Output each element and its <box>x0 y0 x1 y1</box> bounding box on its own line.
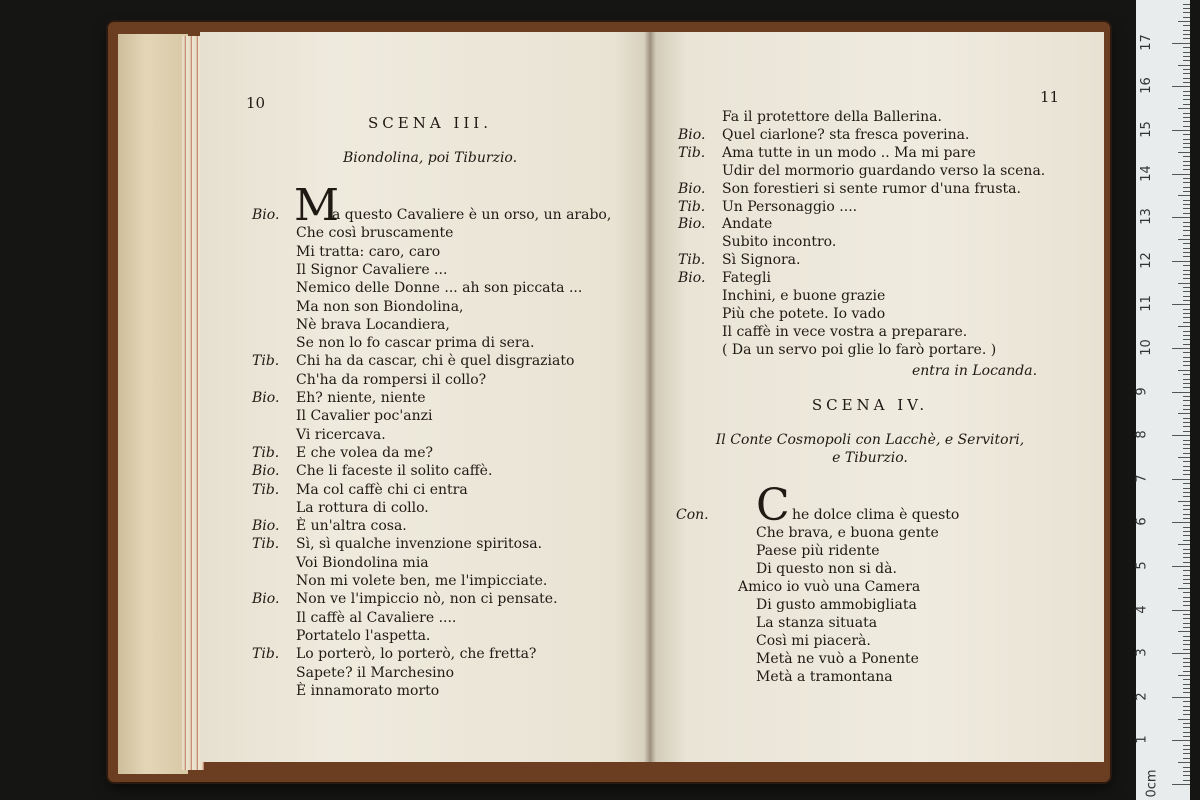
ruler-tick <box>1183 99 1190 100</box>
verse-line: Metà ne vuò a Ponente <box>756 651 919 667</box>
ruler-tick <box>1183 644 1190 645</box>
ruler-tick <box>1183 492 1190 493</box>
ruler-tick <box>1178 370 1190 371</box>
ruler-tick <box>1183 365 1190 366</box>
verse-line: Subito incontro. <box>722 234 837 251</box>
ruler-tick <box>1183 322 1190 323</box>
verse-line: Udir del mormorio guardando verso la scena. <box>722 162 1046 179</box>
verse-line: Sì, sì qualche invenzione spiritosa. <box>296 536 543 553</box>
ruler-tick <box>1183 488 1190 489</box>
speaker-label: Bio. <box>678 216 706 233</box>
ruler-tick <box>1172 217 1190 218</box>
verse-line: Portatelo l'aspetta. <box>296 627 431 644</box>
verse-line: Ama tutte in un modo .. Ma mi pare <box>722 144 976 161</box>
ruler-tick <box>1183 161 1190 162</box>
ruler-label: 10 <box>1138 339 1154 356</box>
ruler-tick <box>1183 300 1190 301</box>
speaker-label: Bio. <box>252 390 280 406</box>
ruler-tick <box>1183 466 1190 467</box>
ruler-tick <box>1183 287 1190 288</box>
verse-line: Di gusto ammobigliata <box>756 597 917 613</box>
ruler-tick <box>1183 422 1190 423</box>
ruler-tick <box>1183 117 1190 118</box>
ruler-tick <box>1183 474 1190 475</box>
ruler-tick <box>1183 505 1190 506</box>
ruler-tick <box>1183 200 1190 201</box>
ruler-tick <box>1183 243 1190 244</box>
verse-line: Lo porterò, lo porterò, che fretta? <box>296 646 537 663</box>
ruler-tick <box>1183 527 1190 528</box>
ruler-tick <box>1183 440 1190 441</box>
ruler-tick <box>1172 86 1190 87</box>
ruler-tick <box>1183 169 1190 170</box>
verse-line: Il Signor Cavaliere ... <box>296 261 448 278</box>
speaker-label: Bio. <box>678 126 706 143</box>
verse-line: Se non lo fo cascar prima di sera. <box>296 335 535 352</box>
ruler-tick <box>1183 331 1190 332</box>
right-speaker-con: Con. <box>676 507 709 523</box>
ruler-tick <box>1178 108 1190 109</box>
book-gutter <box>644 32 656 762</box>
ruler-tick <box>1183 745 1190 746</box>
speaker-label: Tib. <box>678 198 706 215</box>
verse-line: Quel ciarlone? sta fresca poverina. <box>722 126 970 143</box>
ruler-label: 8 <box>1134 430 1150 439</box>
ruler-tick <box>1183 38 1190 39</box>
verse-line: ( Da un servo poi glie lo farò portare. ) <box>722 341 997 358</box>
verse-line: Metà a tramontana <box>756 669 893 685</box>
ruler-tick <box>1183 448 1190 449</box>
verse-line: Il Cavalier poc'anzi <box>296 408 433 425</box>
verse-line: Più che potete. Io vado <box>722 305 886 322</box>
verse-line: Il caffè al Cavaliere .... <box>296 609 457 626</box>
ruler-tick <box>1183 623 1190 624</box>
ruler-tick <box>1183 8 1190 9</box>
verse-line: Voi Biondolina mia <box>296 554 429 571</box>
ruler-tick <box>1183 52 1190 53</box>
ruler-tick <box>1183 82 1190 83</box>
verse-line: E che volea da me? <box>296 444 433 461</box>
ruler-tick <box>1183 753 1190 754</box>
ruler-tick <box>1183 156 1190 157</box>
ruler-tick <box>1183 222 1190 223</box>
ruler-tick <box>1183 113 1190 114</box>
ruler-tick <box>1178 283 1190 284</box>
ruler-tick <box>1172 435 1190 436</box>
verse-line: Ma col caffè chi ci entra <box>296 481 468 498</box>
verse-line: Un Personaggio .... <box>722 198 858 215</box>
ruler-tick <box>1172 304 1190 305</box>
ruler-tick <box>1183 143 1190 144</box>
ruler-tick <box>1178 544 1190 545</box>
ruler-tick <box>1183 514 1190 515</box>
verse-line: È un'altra cosa. <box>296 518 407 535</box>
verse-line: È innamorato morto <box>296 682 440 699</box>
ruler-tick <box>1172 130 1190 131</box>
ruler-tick <box>1183 339 1190 340</box>
ruler-tick <box>1183 618 1190 619</box>
verse-line: Sapete? il Marchesino <box>296 664 455 681</box>
verse-line: Che brava, e buona gente <box>756 525 939 541</box>
ruler-tick <box>1183 483 1190 484</box>
ruler-tick <box>1183 309 1190 310</box>
ruler-tick <box>1183 296 1190 297</box>
ruler-tick <box>1183 723 1190 724</box>
ruler-tick <box>1183 535 1190 536</box>
ruler-tick <box>1183 549 1190 550</box>
ruler-tick <box>1183 352 1190 353</box>
ruler-tick <box>1178 152 1190 153</box>
ruler-tick <box>1183 431 1190 432</box>
ruler-tick <box>1183 749 1190 750</box>
speaker-label: Tib. <box>252 444 280 461</box>
ruler-tick <box>1172 261 1190 262</box>
ruler-label: 5 <box>1134 561 1150 570</box>
ruler-tick <box>1183 191 1190 192</box>
ruler-tick <box>1183 69 1190 70</box>
ruler-tick <box>1183 134 1190 135</box>
verse-line: Nemico delle Donne ... ah son piccata ... <box>296 280 583 297</box>
ruler-tick <box>1183 592 1190 593</box>
ruler-tick <box>1172 697 1190 698</box>
ruler-tick <box>1183 771 1190 772</box>
left-scene-title: SCENA III. <box>368 114 492 132</box>
ruler-tick <box>1183 684 1190 685</box>
verse-line: Eh? niente, niente <box>296 390 426 406</box>
ruler-tick <box>1183 30 1190 31</box>
speaker-label: Tib. <box>252 481 280 498</box>
ruler-tick <box>1183 265 1190 266</box>
ruler-tick <box>1183 213 1190 214</box>
ruler-tick <box>1183 226 1190 227</box>
ruler-tick <box>1183 426 1190 427</box>
verse-line: Nè brava Locandiera, <box>296 316 450 333</box>
ruler-tick <box>1183 658 1190 659</box>
ruler-tick <box>1183 649 1190 650</box>
right-drop-cap: C <box>756 480 790 531</box>
verse-line: Che così bruscamente <box>296 225 454 242</box>
ruler-label: 14 <box>1138 164 1154 182</box>
left-drop-cap: M <box>294 180 340 231</box>
ruler-tick <box>1183 662 1190 663</box>
verse-line: Paese più ridente <box>756 543 880 559</box>
ruler-tick <box>1183 775 1190 776</box>
ruler-tick <box>1183 597 1190 598</box>
ruler-tick <box>1183 671 1190 672</box>
speaker-label: Bio. <box>678 270 706 287</box>
ruler-tick <box>1178 719 1190 720</box>
measuring-ruler <box>1136 0 1190 800</box>
speaker-label: Bio. <box>252 591 280 608</box>
ruler-tick <box>1183 732 1190 733</box>
speaker-label: Tib. <box>678 144 706 161</box>
ruler-tick <box>1178 65 1190 66</box>
ruler-label: 15 <box>1138 121 1154 138</box>
verse-line: he dolce clima è questo <box>792 507 960 523</box>
ruler-tick <box>1183 496 1190 497</box>
ruler-tick <box>1178 21 1190 22</box>
ruler-tick <box>1183 361 1190 362</box>
ruler-tick <box>1183 56 1190 57</box>
ruler-tick <box>1183 605 1190 606</box>
ruler-tick <box>1183 278 1190 279</box>
speaker-label: Bio. <box>252 207 280 223</box>
right-scene-subtitle-2: e Tiburzio. <box>832 450 908 466</box>
ruler-label: 2 <box>1134 692 1150 701</box>
ruler-tick <box>1172 784 1190 785</box>
ruler-tick <box>1183 204 1190 205</box>
ruler-tick <box>1183 25 1190 26</box>
ruler-tick <box>1183 583 1190 584</box>
verse-line: Non mi volete ben, me l'impicciate. <box>296 573 548 589</box>
right-page-number: 11 <box>1040 88 1060 106</box>
left-scene-subtitle: Biondolina, poi Tiburzio. <box>342 150 518 166</box>
ruler-tick <box>1172 348 1190 349</box>
verse-line: Così mi piacerà. <box>756 633 871 649</box>
ruler-tick <box>1183 727 1190 728</box>
ruler-tick <box>1183 540 1190 541</box>
ruler-tick <box>1178 326 1190 327</box>
ruler-tick <box>1183 640 1190 641</box>
ruler-tick <box>1183 274 1190 275</box>
ruler-tick <box>1183 418 1190 419</box>
ruler-tick <box>1183 570 1190 571</box>
speaker-label: Bio. <box>678 180 706 197</box>
verse-line: Di questo non si dà. <box>756 561 897 577</box>
stage-direction: entra in Locanda. <box>912 363 1038 379</box>
ruler-tick <box>1172 392 1190 393</box>
ruler-label: 11 <box>1138 295 1154 313</box>
ruler-tick <box>1183 95 1190 96</box>
verse-line: Ma non son Biondolina, <box>296 298 464 315</box>
ruler-tick <box>1183 187 1190 188</box>
ruler-tick <box>1183 679 1190 680</box>
ruler-tick <box>1183 387 1190 388</box>
ruler-tick <box>1172 43 1190 44</box>
ruler-tick <box>1183 147 1190 148</box>
ruler-tick <box>1183 121 1190 122</box>
ruler-tick <box>1183 182 1190 183</box>
ruler-tick <box>1183 758 1190 759</box>
ruler-tick <box>1183 767 1190 768</box>
ruler-label: 1 <box>1134 735 1150 745</box>
ruler-tick <box>1183 126 1190 127</box>
ruler-tick <box>1183 579 1190 580</box>
ruler-label: 3 <box>1134 648 1150 657</box>
ruler-tick <box>1183 208 1190 209</box>
ruler-label: 6 <box>1134 517 1150 527</box>
ruler-tick <box>1183 636 1190 637</box>
ruler-tick <box>1178 675 1190 676</box>
ruler-tick <box>1183 557 1190 558</box>
ruler-tick <box>1183 47 1190 48</box>
ruler-tick <box>1183 736 1190 737</box>
ruler-tick <box>1183 313 1190 314</box>
ruler-tick <box>1183 575 1190 576</box>
ruler-tick <box>1183 531 1190 532</box>
ruler-tick <box>1183 627 1190 628</box>
ruler-tick <box>1183 601 1190 602</box>
ruler-tick <box>1183 291 1190 292</box>
ruler-tick <box>1183 60 1190 61</box>
ruler-label: 17 <box>1138 34 1154 51</box>
ruler-tick <box>1172 174 1190 175</box>
ruler-tick <box>1172 610 1190 611</box>
page-block-edge <box>118 34 188 774</box>
ruler-tick <box>1178 195 1190 196</box>
ruler-tick <box>1183 165 1190 166</box>
ruler-tick <box>1183 178 1190 179</box>
ruler-label: 12 <box>1138 252 1154 269</box>
ruler-tick <box>1183 235 1190 236</box>
ruler-tick <box>1183 335 1190 336</box>
verse-line: Il caffè in vece vostra a preparare. <box>722 323 968 340</box>
verse-line: Sì Signora. <box>722 252 801 269</box>
ruler-label: 9 <box>1134 386 1150 396</box>
ruler-tick <box>1183 400 1190 401</box>
ruler-tick <box>1183 780 1190 781</box>
ruler-tick <box>1183 270 1190 271</box>
verse-line: Andate <box>722 216 773 233</box>
ruler-tick <box>1183 252 1190 253</box>
ruler-tick <box>1183 509 1190 510</box>
ruler-tick <box>1172 479 1190 480</box>
ruler-tick <box>1183 4 1190 5</box>
verse-line: Fategli <box>722 270 771 287</box>
verse-line: Fa il protettore della Ballerina. <box>722 109 942 125</box>
ruler-tick <box>1183 461 1190 462</box>
ruler-tick <box>1178 631 1190 632</box>
speaker-label: Tib. <box>252 646 280 663</box>
verse-line: Inchini, e buone grazie <box>722 288 886 304</box>
ruler-tick <box>1183 701 1190 702</box>
ruler-label: 7 <box>1134 474 1150 483</box>
ruler-tick <box>1172 522 1190 523</box>
ruler-tick <box>1183 470 1190 471</box>
ruler-tick <box>1183 666 1190 667</box>
verse-line: Mi tratta: caro, caro <box>296 243 441 260</box>
ruler-tick <box>1183 248 1190 249</box>
ruler-tick <box>1172 653 1190 654</box>
ruler-tick <box>1183 553 1190 554</box>
verse-line: Ch'ha da rompersi il collo? <box>296 371 487 388</box>
ruler-tick <box>1183 344 1190 345</box>
ruler-tick <box>1183 396 1190 397</box>
ruler-tick <box>1183 405 1190 406</box>
ruler-tick <box>1183 409 1190 410</box>
speaker-label: Bio. <box>252 463 280 480</box>
ruler-tick <box>1183 518 1190 519</box>
ruler-tick <box>1183 73 1190 74</box>
ruler-tick <box>1183 710 1190 711</box>
ruler-tick <box>1178 501 1190 502</box>
verse-line: La stanza situata <box>756 615 878 631</box>
verse-line: Che li faceste il solito caffè. <box>296 463 493 480</box>
ruler-tick <box>1183 453 1190 454</box>
ruler-tick <box>1183 78 1190 79</box>
verse-line: Amico io vuò una Camera <box>738 579 921 595</box>
speaker-label: Tib. <box>678 252 706 269</box>
ruler-tick <box>1183 17 1190 18</box>
ruler-tick <box>1183 374 1190 375</box>
ruler-tick <box>1183 692 1190 693</box>
left-page-number: 10 <box>246 94 266 112</box>
ruler-tick <box>1183 317 1190 318</box>
ruler-tick <box>1183 383 1190 384</box>
speaker-label: Bio. <box>252 518 280 535</box>
ruler-tick <box>1178 413 1190 414</box>
ruler-label: 0cm <box>1144 769 1160 798</box>
ruler-tick <box>1183 714 1190 715</box>
verse-line: Vi ricercava. <box>296 426 386 443</box>
verse-line: Son forestieri si sente rumor d'una frusta. <box>722 180 1021 197</box>
ruler-tick <box>1178 239 1190 240</box>
ruler-tick <box>1183 230 1190 231</box>
verse-line: Non ve l'impiccio nò, non ci pensate. <box>296 591 558 608</box>
ruler-tick <box>1172 740 1190 741</box>
ruler-tick <box>1183 91 1190 92</box>
verse-line: a questo Cavaliere è un orso, un arabo, <box>332 207 612 223</box>
ruler-label: 4 <box>1134 604 1150 614</box>
ruler-tick <box>1172 566 1190 567</box>
ruler-tick <box>1183 34 1190 35</box>
ruler-tick <box>1178 457 1190 458</box>
ruler-tick <box>1183 379 1190 380</box>
speaker-label: Tib. <box>252 353 280 370</box>
right-scene-subtitle-1: Il Conte Cosmopoli con Lacchè, e Servitori, <box>715 432 1025 448</box>
speaker-label: Tib. <box>252 536 280 553</box>
verse-line: La rottura di collo. <box>296 499 429 516</box>
ruler-label: 13 <box>1138 208 1154 225</box>
ruler-tick <box>1183 357 1190 358</box>
ruler-label: 16 <box>1138 77 1154 95</box>
ruler-tick <box>1183 444 1190 445</box>
ruler-tick <box>1183 104 1190 105</box>
ruler-tick <box>1183 12 1190 13</box>
ruler-tick <box>1178 588 1190 589</box>
right-scene-title: SCENA IV. <box>811 396 929 414</box>
ruler-tick <box>1178 762 1190 763</box>
ruler-tick <box>1183 139 1190 140</box>
ruler-tick <box>1183 562 1190 563</box>
ruler-tick <box>1183 688 1190 689</box>
ruler-tick <box>1183 614 1190 615</box>
ruler-tick <box>1183 256 1190 257</box>
verse-line: Chi ha da cascar, chi è quel disgraziato <box>296 353 575 370</box>
ruler-tick <box>1183 706 1190 707</box>
